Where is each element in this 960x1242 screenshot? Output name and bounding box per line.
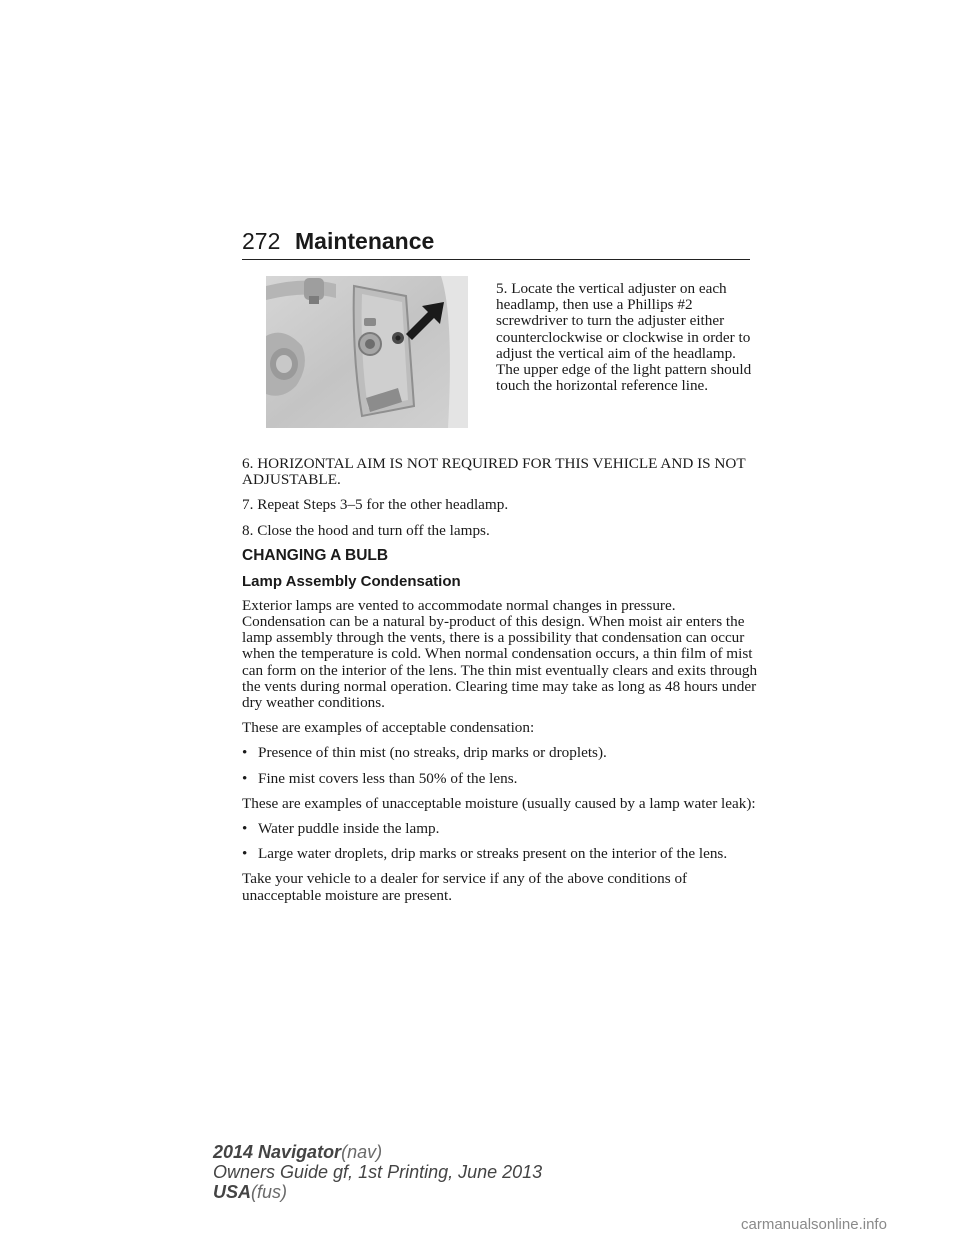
list-item bbox=[242, 745, 762, 761]
bullet-icon: • bbox=[242, 820, 248, 838]
footer-line-3 bbox=[213, 1182, 542, 1202]
list-item bbox=[242, 771, 762, 787]
footer-market-code: (fus) bbox=[251, 1182, 288, 1202]
main-content bbox=[242, 456, 762, 913]
list-item-text: Large water droplets, drip marks or streaks present on the interior of the lens. bbox=[258, 845, 728, 863]
step-5-text: 5. Locate the vertical adjuster on each headlamp, then use a Phillips #2 screwdriver to turn the adjuster either counterclockwise or clockwise in order to adjust the vertical aim of the headlamp. The upper edge of the light pattern should touch the horizontal reference line. bbox=[496, 280, 752, 395]
acceptable-intro: These are examples of acceptable condensation: bbox=[242, 719, 535, 737]
heading-lamp-assembly-condensation: Lamp Assembly Condensation bbox=[242, 572, 461, 590]
list-item-text: Water puddle inside the lamp. bbox=[258, 820, 440, 838]
list-item bbox=[242, 846, 762, 862]
list-item bbox=[242, 821, 762, 837]
footer-model-code: (nav) bbox=[341, 1142, 383, 1162]
step-7: 7. Repeat Steps 3–5 for the other headlamp. bbox=[242, 496, 509, 514]
list-item-text: Presence of thin mist (no streaks, drip marks or droplets). bbox=[258, 744, 607, 762]
footer-line-2: Owners Guide gf, 1st Printing, June 2013 bbox=[213, 1162, 543, 1182]
headlamp-adjuster-icon bbox=[266, 276, 468, 428]
document-footer bbox=[213, 1142, 542, 1202]
bullet-icon: • bbox=[242, 744, 248, 762]
page-number: 272 bbox=[242, 228, 281, 254]
header-rule bbox=[242, 259, 750, 260]
footer-line-1 bbox=[213, 1142, 542, 1162]
bullet-icon: • bbox=[242, 845, 248, 863]
heading-changing-a-bulb: CHANGING A BULB bbox=[242, 546, 389, 564]
step-8: 8. Close the hood and turn off the lamps. bbox=[242, 521, 490, 539]
step-6: 6. HORIZONTAL AIM IS NOT REQUIRED FOR THIS VEHICLE AND IS NOT ADJUSTABLE. bbox=[242, 455, 746, 489]
footer-market: USA bbox=[213, 1182, 252, 1202]
list-item-text: Fine mist covers less than 50% of the lens. bbox=[258, 769, 518, 787]
watermark: carmanualsonline.info bbox=[741, 1216, 887, 1233]
page-header bbox=[242, 228, 750, 262]
unacceptable-intro: These are examples of unacceptable moisture (usually caused by a lamp water leak): bbox=[242, 794, 756, 812]
section-title: Maintenance bbox=[295, 228, 435, 254]
closing-paragraph: Take your vehicle to a dealer for service if any of the above conditions of unacceptable moisture are present. bbox=[242, 870, 688, 904]
footer-model: 2014 Navigator bbox=[213, 1142, 342, 1162]
bullet-icon: • bbox=[242, 769, 248, 787]
condensation-paragraph: Exterior lamps are vented to accommodate normal changes in pressure. Condensation can be a natural by-product of this design. When moist air enters the lamp assembly through the vents, there is a possibility that condensation can occur when the temperature is cold. When normal condensation occurs, a thin film of mist can form on the interior of the lens. The thin mist eventually clears and exits through the vents during normal operation. Clearing time may take as long as 48 hours under dry weather conditions. bbox=[242, 596, 758, 712]
